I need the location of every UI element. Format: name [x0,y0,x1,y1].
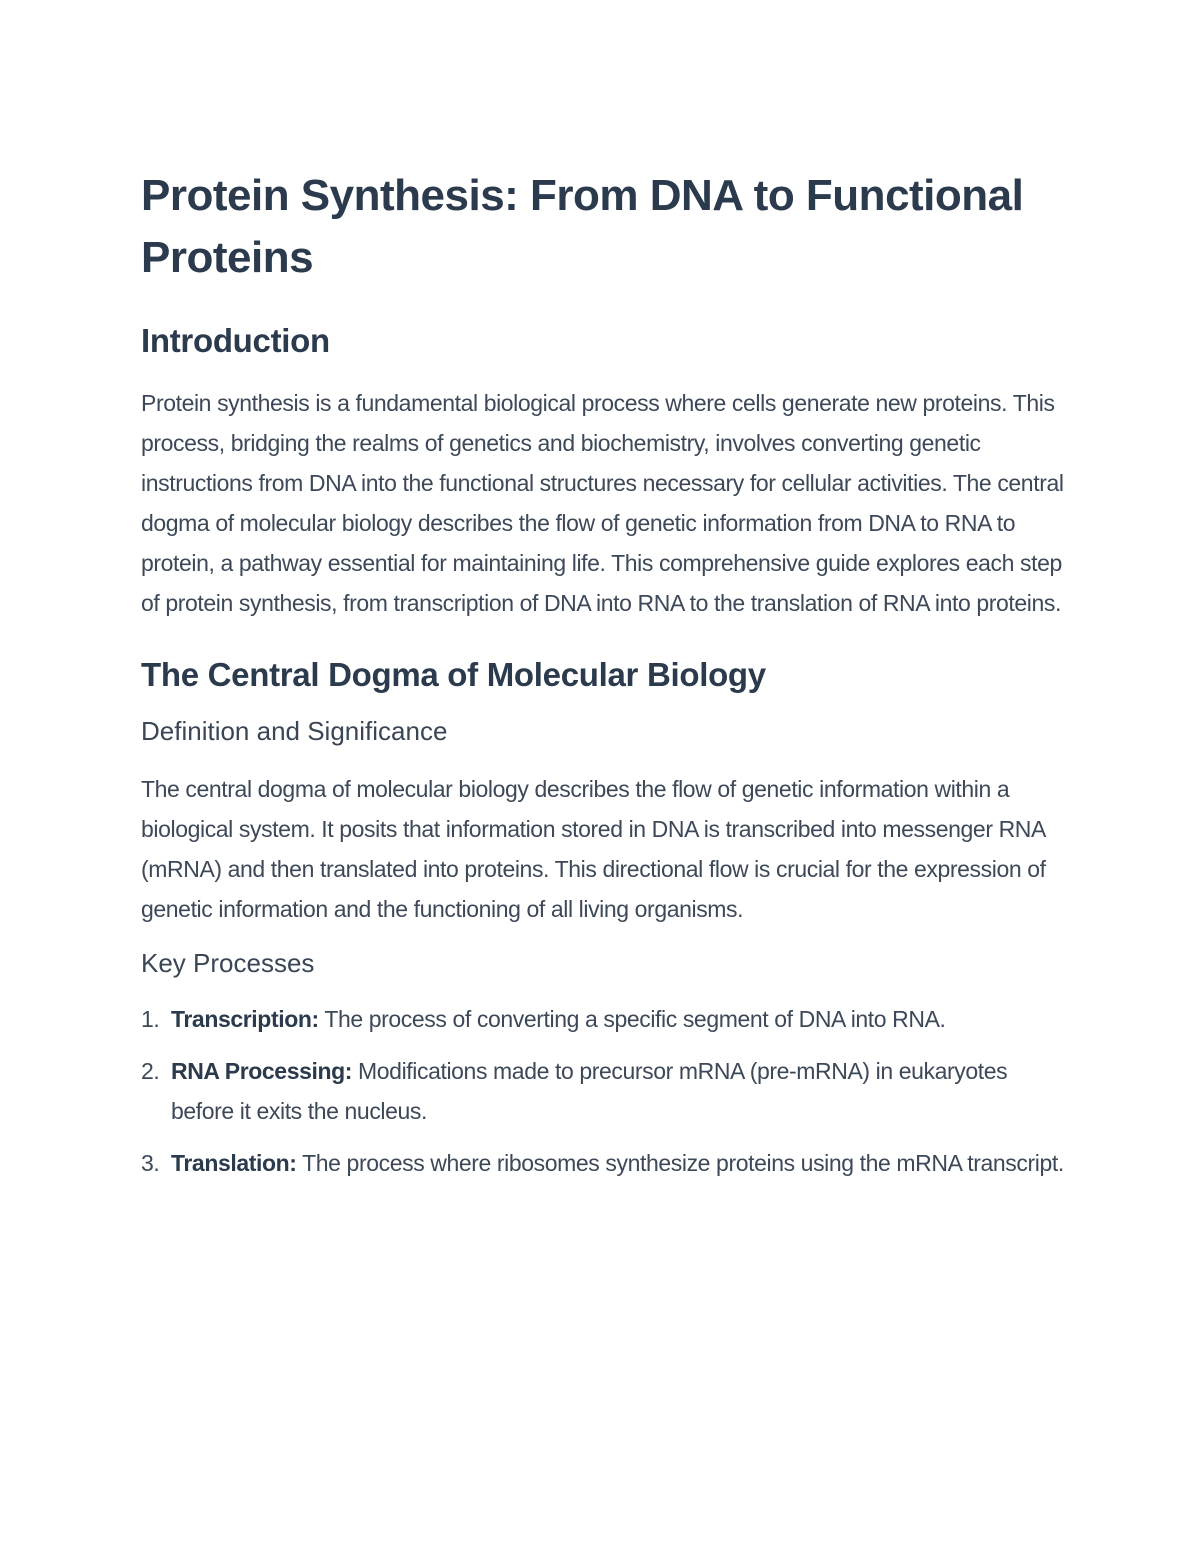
list-text: Modifications made to precursor mRNA (pre-mRNA) in eukaryotes before it exits the nucleus. [171,1058,1008,1124]
list-text: The process where ribosomes synthesize proteins using the mRNA transcript. [296,1150,1064,1176]
list-item-translation [141,1143,1071,1183]
introduction-paragraph: Protein synthesis is a fundamental biological process where cells generate new proteins. This process, bridging the realms of genetics and biochemistry, involves converting genetic instructions from DNA into the functional structures necessary for cellular activities. The central dogma of molecular biology describes the flow of genetic information from DNA to RNA to protein, a pathway essential for maintaining life. This comprehensive guide explores each step of protein synthesis, from transcription of DNA into RNA to the translation of RNA into proteins. [141,390,1064,616]
list-item-transcription [141,999,1071,1039]
list-item-rna-processing [141,1051,1071,1131]
list-text: The process of converting a specific segment of DNA into RNA. [318,1006,946,1032]
document-page [141,165,1071,1195]
list-term: RNA Processing: [171,1058,353,1084]
list-term: Transcription: [171,1006,319,1032]
subsection-heading-key-processes: Key Processes [141,948,315,978]
subsection-heading-definition: Definition and Significance [141,716,448,746]
key-processes-list [141,999,1071,1183]
definition-paragraph: The central dogma of molecular biology describes the flow of genetic information within a biological system. It posits that information stored in DNA is transcribed into messenger RNA (mRNA) and then translated into proteins. This directional flow is crucial for the expression of genetic information and the functioning of all living organisms. [141,776,1046,922]
list-number: 2. [141,1058,160,1084]
document-title: Protein Synthesis: From DNA to Functional Proteins [141,171,1024,282]
list-term: Translation: [171,1150,297,1176]
list-number: 3. [141,1150,160,1176]
section-heading-central-dogma: The Central Dogma of Molecular Biology [141,656,766,693]
section-heading-introduction: Introduction [141,322,330,359]
list-number: 1. [141,1006,160,1032]
